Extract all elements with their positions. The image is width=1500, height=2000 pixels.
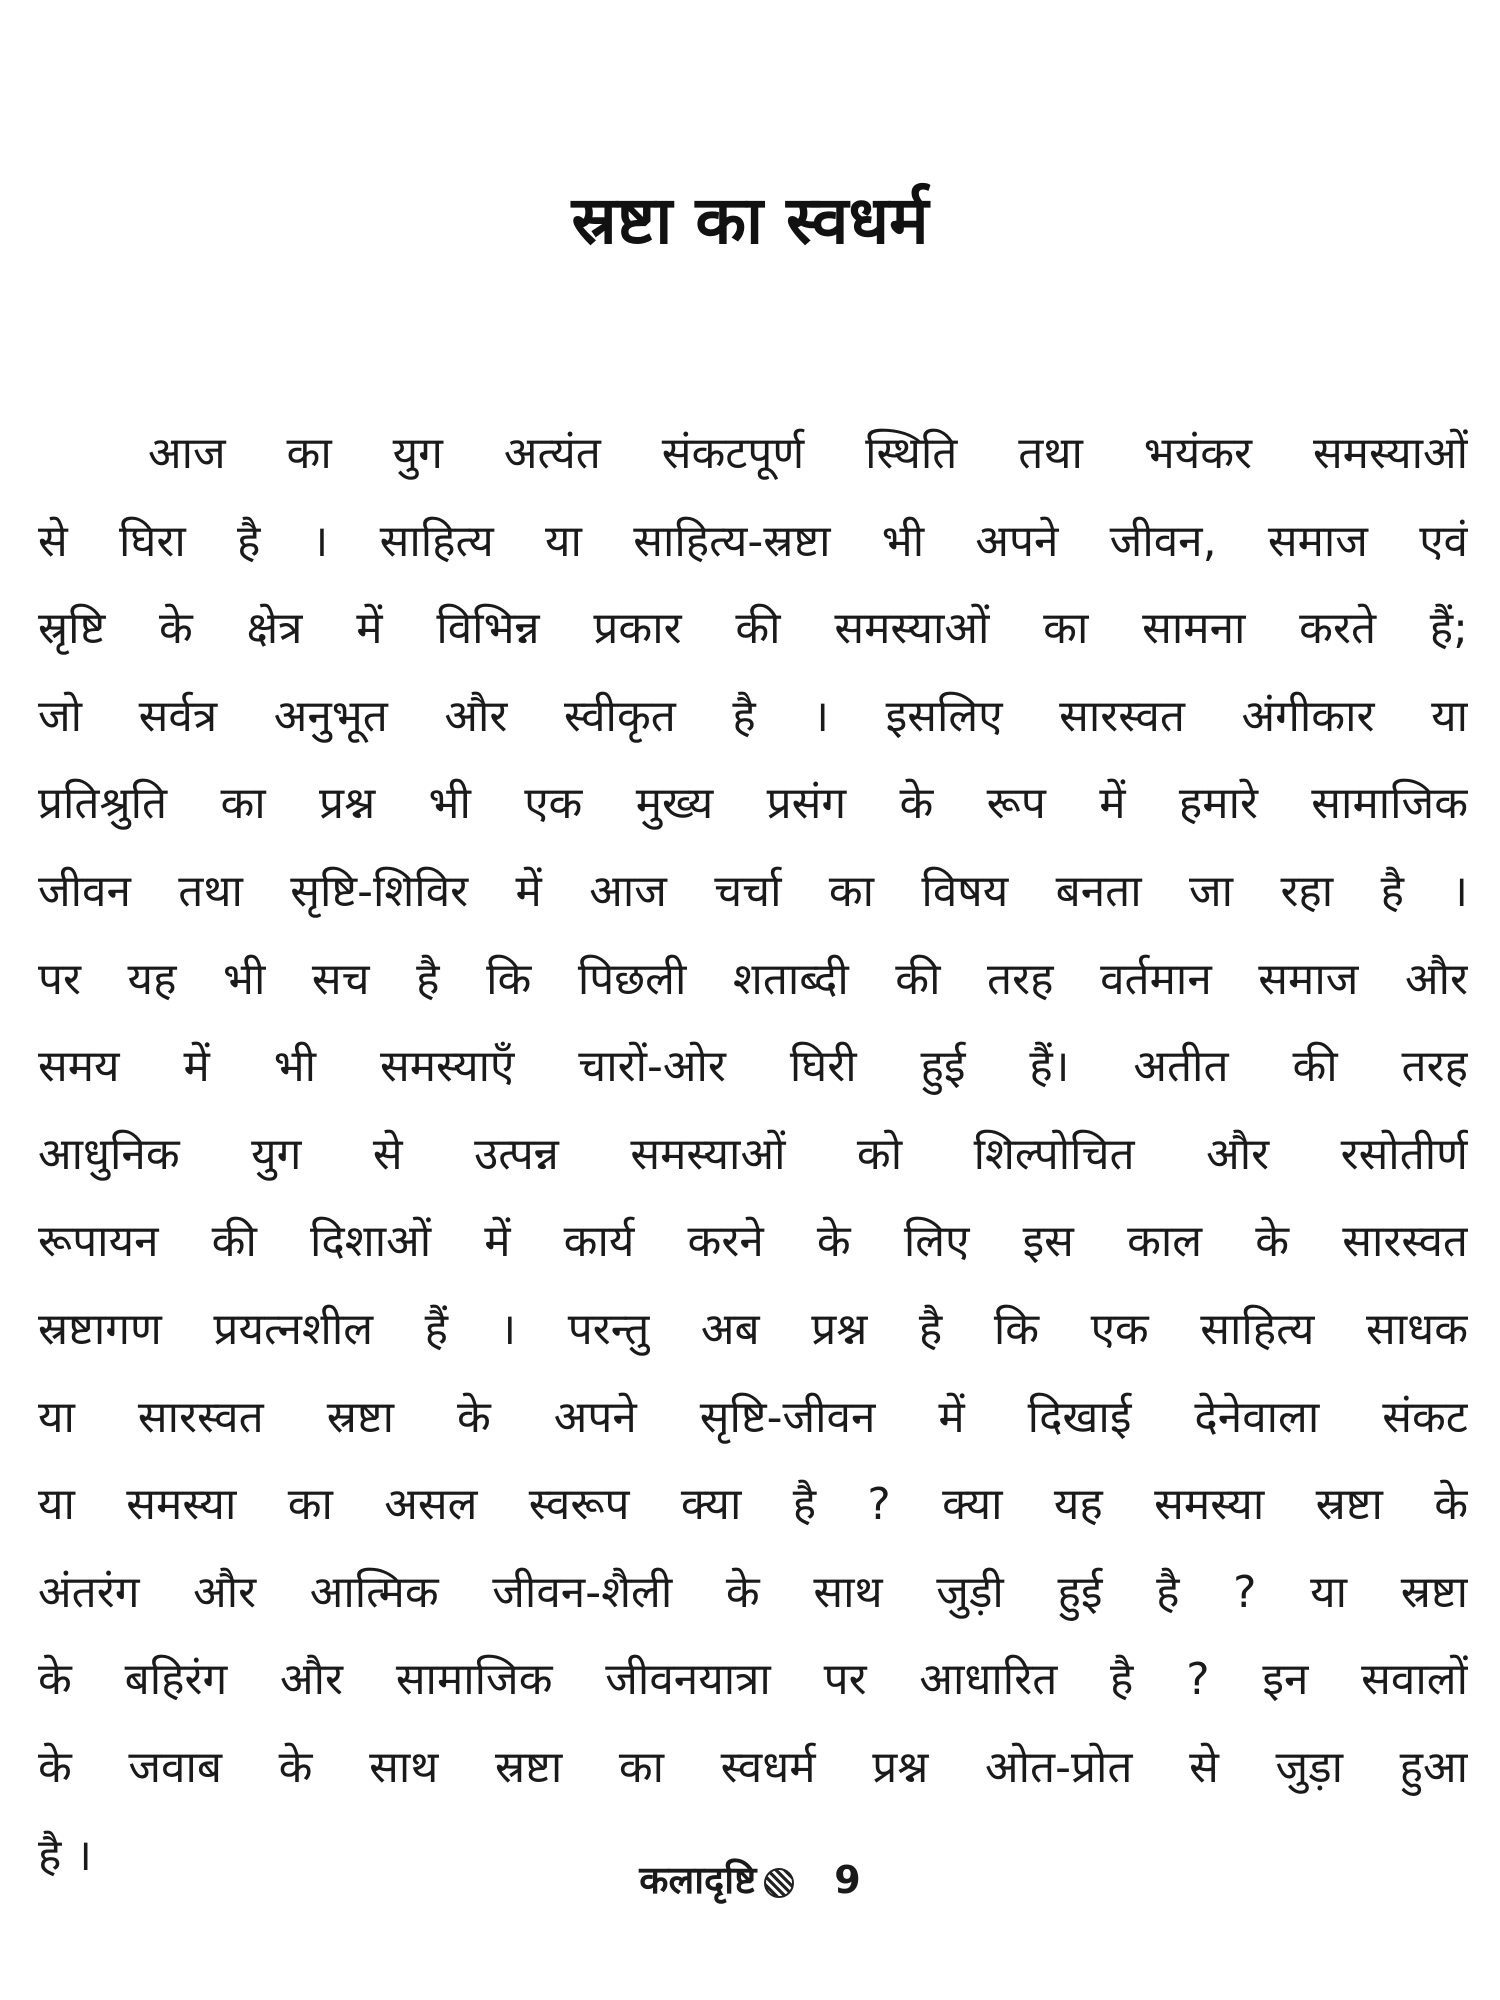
paragraph-line: आधुनिक युग से उत्पन्न समस्याओं को शिल्पोचित और रसोतीर्ण	[38, 1128, 1468, 1180]
page-number: 9	[834, 1858, 861, 1902]
page-footer	[0, 1855, 1500, 1905]
paragraph-line: के जवाब के साथ स्रष्टा का स्वधर्म प्रश्न ओत-प्रोत से जुड़ा हुआ	[38, 1741, 1468, 1793]
paragraph-line: है ।	[38, 1829, 93, 1881]
body-paragraph	[38, 410, 1468, 1899]
paragraph-line: या सारस्वत स्रष्टा के अपने सृष्टि-जीवन में दिखाई देनेवाला संकट	[38, 1391, 1468, 1443]
paragraph-line: प्रतिश्रुति का प्रश्न भी एक मुख्य प्रसंग के रूप में हमारे सामाजिक	[38, 778, 1468, 830]
paragraph-line: या समस्या का असल स्वरूप क्या है ? क्या यह समस्या स्रष्टा के	[38, 1479, 1468, 1531]
paragraph-line: स्रृष्टि के क्षेत्र में विभिन्न प्रकार की समस्याओं का सामना करते हैं;	[38, 603, 1468, 655]
paragraph-line: जीवन तथा सृष्टि-शिविर में आज चर्चा का विषय बनता जा रहा है ।	[38, 865, 1468, 917]
paragraph-line: समय में भी समस्याएँ चारों-ओर घिरी हुई हैं। अतीत की तरह	[38, 1041, 1468, 1093]
paragraph-line: स्रष्टागण प्रयत्नशील हैं । परन्तु अब प्रश्न है कि एक साहित्य साधक	[38, 1303, 1468, 1355]
paragraph-line: अंतरंग और आत्मिक जीवन-शैली के साथ जुड़ी हुई है ? या स्रष्टा	[38, 1566, 1468, 1618]
paragraph-line: रूपायन की दिशाओं में कार्य करने के लिए इस काल के सारस्वत	[38, 1216, 1468, 1268]
paragraph-line: पर यह भी सच है कि पिछली शताब्दी की तरह वर्तमान समाज और	[38, 953, 1468, 1005]
running-book-title: कलादृष्टि	[639, 1858, 757, 1902]
paragraph-line: से घिरा है । साहित्य या साहित्य-स्रष्टा भी अपने जीवन, समाज एवं	[38, 515, 1468, 567]
flower-ornament-icon	[764, 1868, 794, 1898]
paragraph-line: आज का युग अत्यंत संकटपूर्ण स्थिति तथा भयंकर समस्याओं	[148, 428, 1468, 479]
paragraph-line: जो सर्वत्र अनुभूत और स्वीकृत है । इसलिए सारस्वत अंगीकार या	[38, 690, 1468, 742]
page-title: स्रष्टा का स्वधर्म	[571, 182, 929, 259]
paragraph-line: के बहिरंग और सामाजिक जीवनयात्रा पर आधारित है ? इन सवालों	[38, 1654, 1468, 1706]
